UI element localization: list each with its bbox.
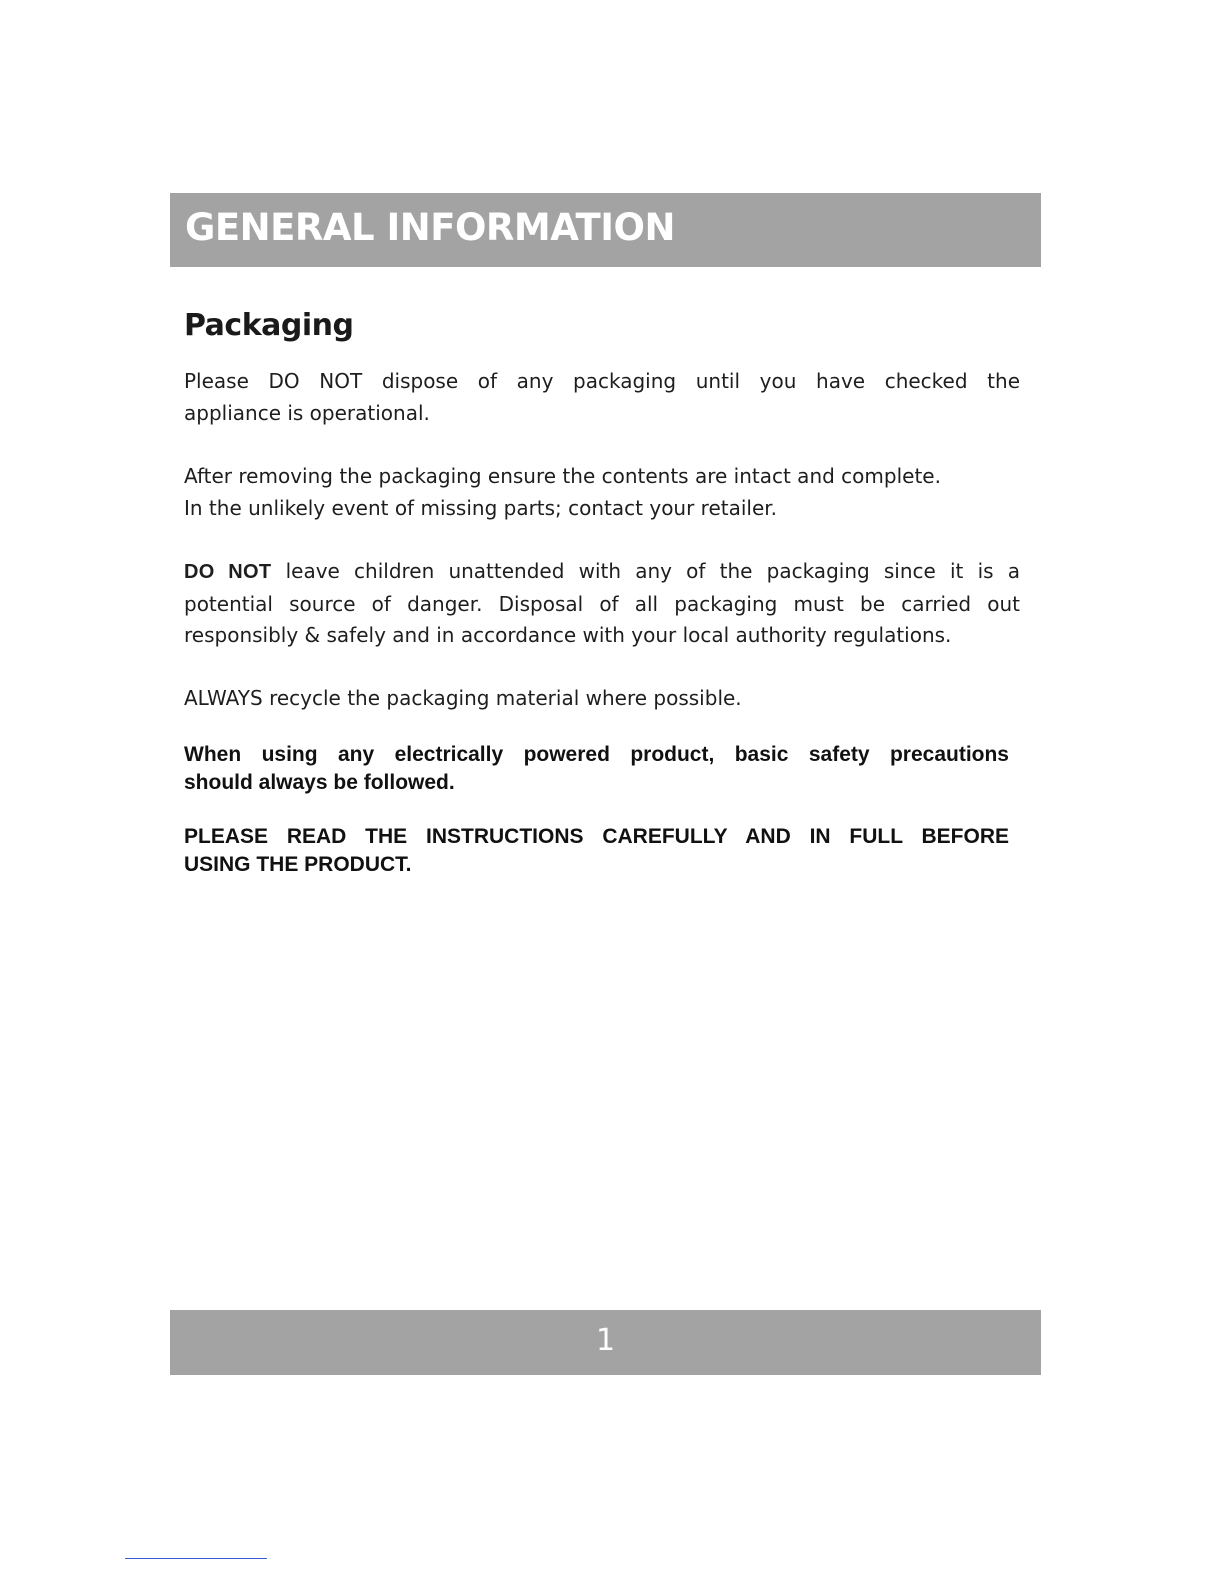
- paragraph-line: responsibly & safely and in accordance with your local authority regulations.: [184, 623, 952, 648]
- spacer: [184, 652, 1020, 684]
- paragraph-dispose: [184, 366, 1020, 429]
- paragraph-line: [184, 556, 1020, 589]
- do-not-emphasis: DO NOT: [184, 560, 272, 583]
- notice-line: When using any electrically powered product, basic safety precautions: [184, 743, 1009, 767]
- paragraph-contents: [184, 461, 1020, 524]
- paragraph-line: ALWAYS recycle the packaging material where possible.: [184, 686, 742, 711]
- notice-line: USING THE PRODUCT.: [184, 853, 412, 877]
- page-title: GENERAL INFORMATION: [185, 206, 675, 249]
- spacer: [184, 715, 1020, 741]
- paragraph-line-rest: leave children unattended with any of the packaging since it is a: [271, 558, 1020, 583]
- spacer: [184, 429, 1020, 461]
- section-heading: Packaging: [184, 308, 354, 343]
- paragraph-line: appliance is operational.: [184, 400, 430, 425]
- paragraph-line: After removing the packaging ensure the contents are intact and complete.: [184, 463, 941, 488]
- notice-line: should always be followed.: [184, 771, 455, 795]
- header-band: [170, 193, 1041, 267]
- paragraph-line: potential source of danger. Disposal of all packaging must be carried out: [184, 591, 1020, 616]
- paragraph-children: [184, 556, 1020, 652]
- paragraph-recycle: [184, 683, 1020, 715]
- paragraph-line: In the unlikely event of missing parts; contact your retailer.: [184, 495, 778, 520]
- content-area: [184, 306, 1020, 879]
- notice-line: PLEASE READ THE INSTRUCTIONS CAREFULLY AND IN FULL BEFORE: [184, 825, 1009, 849]
- read-instructions-notice: [184, 823, 1009, 879]
- spacer: [184, 797, 1020, 823]
- footer-band: [170, 1310, 1041, 1375]
- paragraph-line: Please DO NOT dispose of any packaging until you have checked the: [184, 369, 1020, 393]
- footnote-rule: [125, 1558, 267, 1559]
- safety-notice: [184, 741, 1009, 797]
- spacer: [184, 524, 1020, 556]
- page-number: 1: [595, 1323, 616, 1358]
